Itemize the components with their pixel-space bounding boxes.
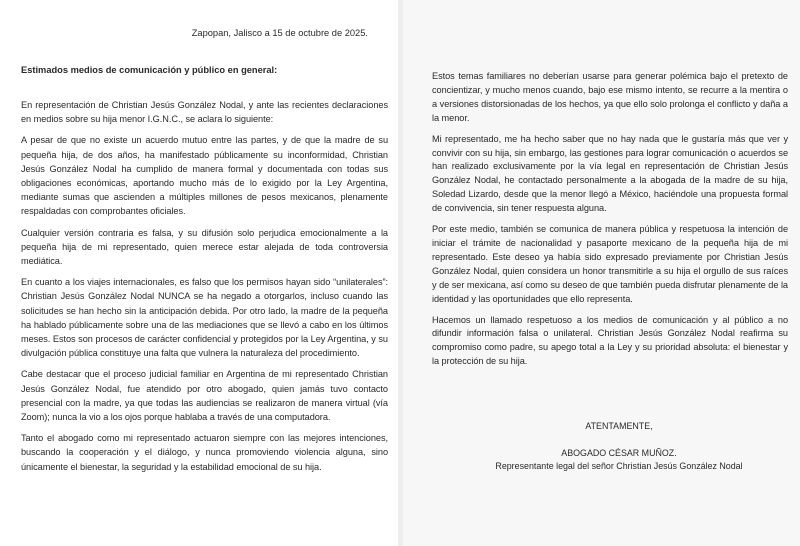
letter-page-2 xyxy=(403,0,800,546)
letter-date: Zapopan, Jalisco a 15 de octubre de 2025. xyxy=(191,28,368,38)
letter-page-1 xyxy=(0,0,398,546)
letter-greeting: Estimados medios de comunicación y público en general: xyxy=(21,65,278,75)
paragraph-contrary-version: Cualquier versión contraria es falsa, y su difusión solo perjudica emocionalmente a la pequeña hija de mi representado, quien merece estar alejada de toda controversia mediática. xyxy=(21,227,388,267)
paragraph-obligations: A pesar de que no existe un acuerdo mutuo entre las partes, y de que la madre de su pequeña hija, de dos años, ha manifestado públicamente su inconformidad, Christian Jesús González Nodal ha cumplido de manera formal y documentada con todas sus obligaciones económicas, aportando mucho más de lo exigido por la Ley Argentina, mediante sumas que ascienden a múltiples millones de pesos mexicanos, plenamente respaldadas con comprobantes oficiales. xyxy=(21,135,388,217)
paragraph-call-to-media: Hacemos un llamado respetuoso a los medios de comunicación y al público a no difundir información falsa o unilateral. Christian Jesús González Nodal reafirma su compromiso como padre, su apego total a la Ley y su prioridad absoluta: el bienestar y la protección de su hija. xyxy=(432,314,788,367)
signature-closing: ATENTAMENTE, xyxy=(585,421,653,432)
signature-title: Representante legal del señor Christian Jesús González Nodal xyxy=(495,461,743,472)
paragraph-nationality: Por este medio, también se comunica de manera pública y respetuosa la intención de iniciar el trámite de nacionalidad y pasaporte mexicano de la pequeña hija de mi representado. Este deseo ya había sido expresado previamente por Christian Jesús González Nodal, quien considera un honor transmitirle a su hija el orgullo de sus raíces y de ser mexicana, así como su deseo de que también pueda disfrutar plenamente de la identidad y las oportunidades que ello representa. xyxy=(432,224,788,304)
paragraph-intro: En representación de Christian Jesús González Nodal, y ante las recientes declaraciones en medios sobre su hija menor I.G.N.C., se aclara lo siguiente: xyxy=(21,100,388,125)
paragraph-contact-efforts: Mi representado, me ha hecho saber que no hay nada que le gustaría más que ver y convivir con su hija, sin embargo, las gestiones para lograr comunicación o acuerdos se han realizado exclusivamente por la vía legal en representación de Christian Jesús González Nodal, he contactado personalmente a la abogada de la madre de su hija, Soledad Lizardo, desde que la menor llegó a México, haciéndole una propuesta formal de convivencia, sin tener respuesta alguna. xyxy=(432,133,788,214)
paragraph-judicial-process: Cabe destacar que el proceso judicial familiar en Argentina de mi representado Christian Jesús González Nodal, fue atendido por otro abogado, quien jamás tuvo contacto presencial con la madre, ya que todas las audiencias se realizaron de manera virtual (vía Zoom); nunca la vio a los ojos porque hablaba a través de una computadora. xyxy=(21,369,388,423)
paragraph-intentions: Tanto el abogado como mi representado actuaron siempre con las mejores intenciones, buscando la cooperación y el diálogo, y nunca promoviendo violencia alguna, sino únicamente el bienestar, la seguridad y la estabilidad emocional de su hija. xyxy=(21,433,388,472)
paragraph-travel-permits: En cuanto a los viajes internacionales, es falso que los permisos hayan sido “unilaterales”: Christian Jesús González Nodal NUNCA se ha negado a otorgarlos, incluso cuando las solicitudes se han hecho sin la anticipación debida. Por otro lado, la madre de la pequeña ha hablado públicamente sobre una de las mediaciones que se llevó a cabo en los últimos meses. Estos son procesos de carácter confidencial y protegidos por la Ley Argentina, y su divulgación pública constituye una falta que vulnera la naturaleza del procedimiento. xyxy=(21,277,388,359)
signature-name: ABOGADO CÉSAR MUÑOZ. xyxy=(561,448,677,459)
paragraph-family-matters: Estos temas familiares no deberían usarse para generar polémica bajo el pretexto de concientizar, y mucho menos cuando, bajo ese mismo intento, se recurre a la mentira o a versiones distorsionadas de los hechos, ya que ello solo prolonga el conflicto y daña a la menor. xyxy=(432,71,788,123)
